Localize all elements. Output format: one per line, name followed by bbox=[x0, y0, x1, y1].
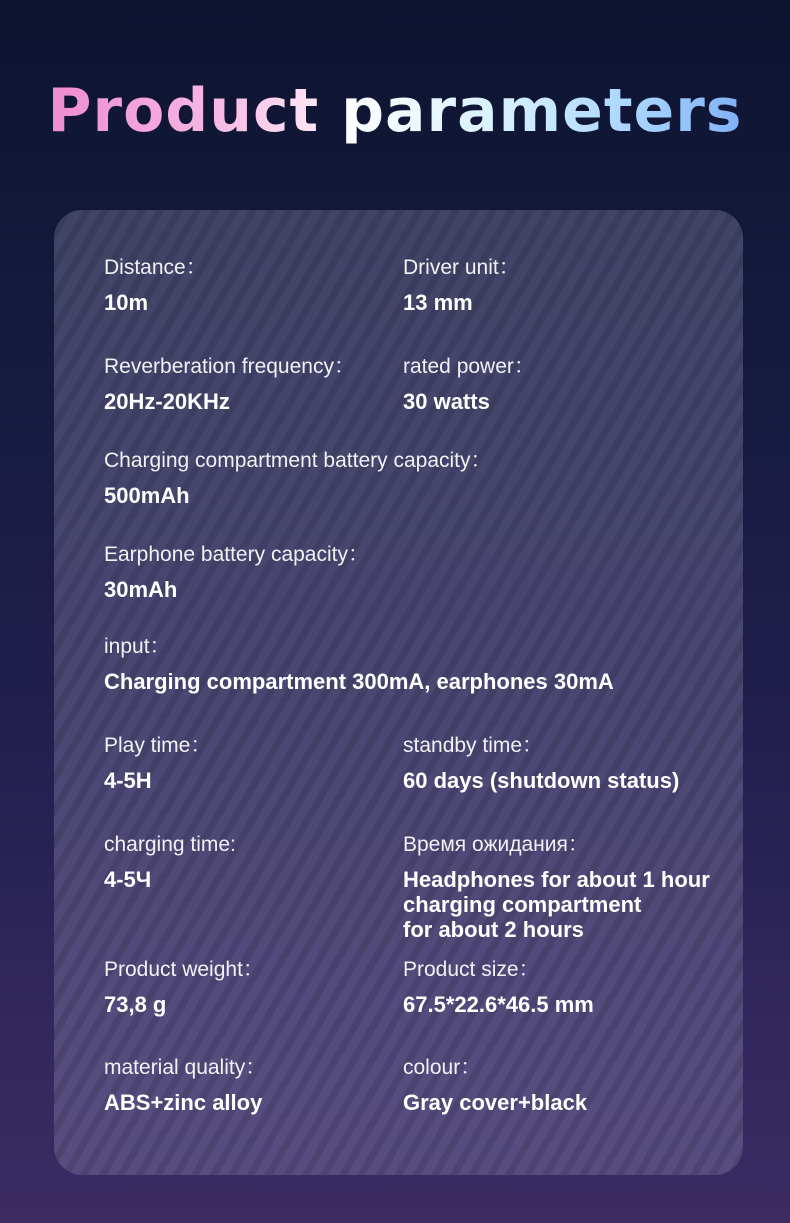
spec-value: 10m bbox=[104, 290, 149, 315]
spec-material-quality bbox=[104, 1055, 266, 1115]
spec-distance bbox=[104, 255, 207, 315]
spec-value: Charging compartment 300mA, earphones 30mA bbox=[104, 669, 614, 694]
spec-label: charging time: bbox=[104, 833, 236, 856]
spec-standby-time bbox=[403, 733, 679, 793]
spec-label: Distance： bbox=[104, 256, 207, 279]
spec-value: 30mAh bbox=[104, 577, 178, 602]
spec-label: Charging compartment battery capacity： bbox=[104, 449, 492, 472]
spec-label: Reverberation frequency： bbox=[104, 355, 355, 378]
spec-earphone-battery bbox=[104, 542, 369, 602]
spec-value: 67.5*22.6*46.5 mm bbox=[403, 992, 594, 1017]
spec-product-size bbox=[403, 957, 594, 1017]
spec-label: material quality： bbox=[104, 1056, 267, 1079]
spec-driver-unit bbox=[403, 255, 520, 315]
spec-label: Product size： bbox=[403, 958, 540, 981]
spec-label: Earphone battery capacity： bbox=[104, 543, 369, 566]
spec-value: 4-5H bbox=[104, 768, 152, 793]
spec-label: Driver unit： bbox=[403, 256, 520, 279]
spec-value: ABS+zinc alloy bbox=[104, 1090, 263, 1115]
spec-value: 30 watts bbox=[403, 389, 490, 414]
spec-value: 20Hz-20KHz bbox=[104, 389, 230, 414]
spec-charging-compartment-battery bbox=[104, 448, 492, 508]
spec-charging-time bbox=[104, 832, 236, 892]
spec-value-line: for about 2 hours bbox=[403, 917, 584, 942]
page-title bbox=[0, 76, 790, 146]
spec-value bbox=[403, 867, 743, 942]
spec-value: 4-5Ч bbox=[104, 867, 152, 892]
spec-value: 13 mm bbox=[403, 290, 473, 315]
spec-label: colour： bbox=[403, 1056, 482, 1079]
spec-value: Gray cover+black bbox=[403, 1090, 588, 1115]
spec-label: input： bbox=[104, 635, 171, 658]
spec-label: Время ожидания： bbox=[403, 833, 589, 856]
spec-reverberation-frequency bbox=[104, 354, 355, 414]
spec-value-line: charging compartment bbox=[403, 892, 642, 917]
spec-value: 500mAh bbox=[104, 483, 190, 508]
spec-label: Product weight： bbox=[104, 958, 264, 981]
spec-label: standby time： bbox=[403, 734, 544, 757]
spec-value: 73,8 g bbox=[104, 992, 167, 1017]
page-title-part2: parameters bbox=[341, 76, 743, 146]
spec-input bbox=[104, 634, 614, 694]
spec-label: Play time： bbox=[104, 734, 212, 757]
spec-label: rated power： bbox=[403, 355, 535, 378]
spec-product-weight bbox=[104, 957, 264, 1017]
spec-play-time bbox=[104, 733, 211, 793]
spec-standby-time-ru bbox=[403, 832, 743, 942]
spec-value: 60 days (shutdown status) bbox=[403, 768, 680, 793]
spec-rated-power bbox=[403, 354, 535, 414]
spec-value-line: Headphones for about 1 hour bbox=[403, 867, 710, 892]
parameters-card bbox=[54, 210, 743, 1175]
page-title-part1: Product bbox=[47, 76, 320, 146]
spec-colour bbox=[403, 1055, 587, 1115]
